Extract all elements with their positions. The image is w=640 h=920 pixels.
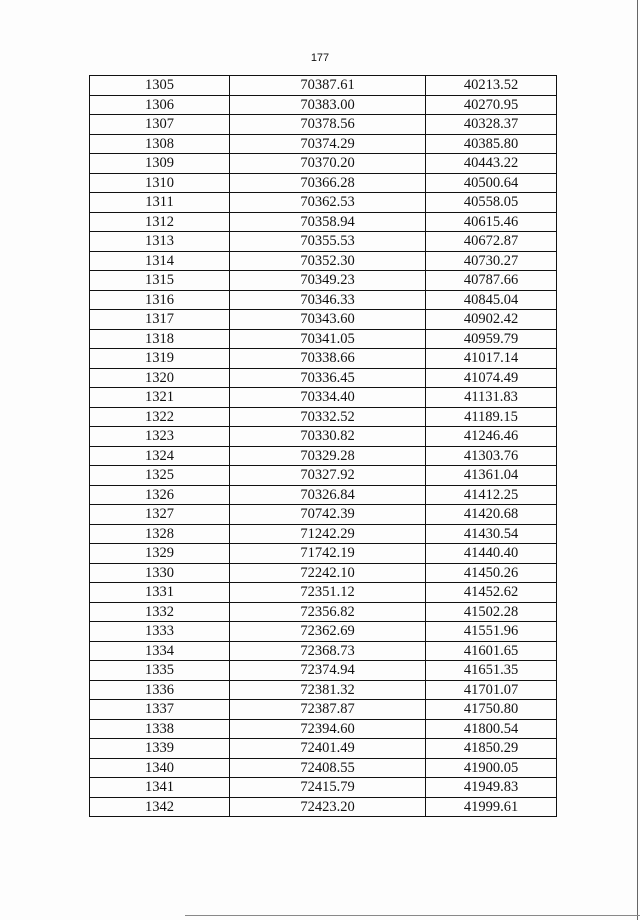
table-row (90, 173, 557, 193)
point-number-cell: 1341 (90, 778, 230, 798)
x-coordinate-cell: 70326.84 (230, 485, 426, 505)
point-number-cell: 1316 (90, 290, 230, 310)
table-row (90, 368, 557, 388)
y-coordinate-cell: 41303.76 (426, 446, 557, 466)
x-coordinate-cell: 70362.53 (230, 193, 426, 213)
table-row (90, 446, 557, 466)
table-row (90, 505, 557, 525)
point-number-cell: 1337 (90, 700, 230, 720)
table-row (90, 680, 557, 700)
point-number-cell: 1319 (90, 349, 230, 369)
x-coordinate-cell: 72368.73 (230, 641, 426, 661)
y-coordinate-cell: 41502.28 (426, 602, 557, 622)
x-coordinate-cell: 70334.40 (230, 388, 426, 408)
y-coordinate-cell: 41900.05 (426, 758, 557, 778)
table-row (90, 329, 557, 349)
x-coordinate-cell: 70327.92 (230, 466, 426, 486)
y-coordinate-cell: 40730.27 (426, 251, 557, 271)
table-row (90, 407, 557, 427)
table-row (90, 154, 557, 174)
table-row (90, 583, 557, 603)
y-coordinate-cell: 41850.29 (426, 739, 557, 759)
point-number-cell: 1307 (90, 115, 230, 135)
x-coordinate-cell: 70336.45 (230, 368, 426, 388)
y-coordinate-cell: 41420.68 (426, 505, 557, 525)
x-coordinate-cell: 72394.60 (230, 719, 426, 739)
x-coordinate-cell: 72351.12 (230, 583, 426, 603)
y-coordinate-cell: 40902.42 (426, 310, 557, 330)
table-row (90, 388, 557, 408)
point-number-cell: 1318 (90, 329, 230, 349)
coordinates-table (89, 75, 557, 817)
y-coordinate-cell: 41450.26 (426, 563, 557, 583)
point-number-cell: 1314 (90, 251, 230, 271)
table-row (90, 700, 557, 720)
y-coordinate-cell: 41800.54 (426, 719, 557, 739)
x-coordinate-cell: 70338.66 (230, 349, 426, 369)
y-coordinate-cell: 41750.80 (426, 700, 557, 720)
y-coordinate-cell: 41412.25 (426, 485, 557, 505)
table-row (90, 290, 557, 310)
x-coordinate-cell: 72242.10 (230, 563, 426, 583)
y-coordinate-cell: 40443.22 (426, 154, 557, 174)
coordinates-table-body (90, 76, 557, 817)
y-coordinate-cell: 41999.61 (426, 797, 557, 817)
table-row (90, 544, 557, 564)
point-number-cell: 1305 (90, 76, 230, 96)
y-coordinate-cell: 41361.04 (426, 466, 557, 486)
point-number-cell: 1332 (90, 602, 230, 622)
point-number-cell: 1335 (90, 661, 230, 681)
y-coordinate-cell: 41551.96 (426, 622, 557, 642)
table-row (90, 661, 557, 681)
point-number-cell: 1336 (90, 680, 230, 700)
y-coordinate-cell: 41430.54 (426, 524, 557, 544)
x-coordinate-cell: 72408.55 (230, 758, 426, 778)
point-number-cell: 1331 (90, 583, 230, 603)
x-coordinate-cell: 72362.69 (230, 622, 426, 642)
table-row (90, 563, 557, 583)
x-coordinate-cell: 72356.82 (230, 602, 426, 622)
point-number-cell: 1323 (90, 427, 230, 447)
x-coordinate-cell: 70330.82 (230, 427, 426, 447)
point-number-cell: 1327 (90, 505, 230, 525)
table-row (90, 485, 557, 505)
point-number-cell: 1321 (90, 388, 230, 408)
y-coordinate-cell: 41017.14 (426, 349, 557, 369)
table-row (90, 232, 557, 252)
table-row (90, 76, 557, 96)
x-coordinate-cell: 72387.87 (230, 700, 426, 720)
point-number-cell: 1340 (90, 758, 230, 778)
x-coordinate-cell: 72374.94 (230, 661, 426, 681)
table-row (90, 193, 557, 213)
y-coordinate-cell: 41131.83 (426, 388, 557, 408)
x-coordinate-cell: 70742.39 (230, 505, 426, 525)
x-coordinate-cell: 71742.19 (230, 544, 426, 564)
point-number-cell: 1309 (90, 154, 230, 174)
x-coordinate-cell: 72401.49 (230, 739, 426, 759)
point-number-cell: 1328 (90, 524, 230, 544)
point-number-cell: 1311 (90, 193, 230, 213)
y-coordinate-cell: 40328.37 (426, 115, 557, 135)
point-number-cell: 1312 (90, 212, 230, 232)
point-number-cell: 1315 (90, 271, 230, 291)
point-number-cell: 1342 (90, 797, 230, 817)
table-row (90, 797, 557, 817)
x-coordinate-cell: 70349.23 (230, 271, 426, 291)
y-coordinate-cell: 40500.64 (426, 173, 557, 193)
x-coordinate-cell: 72381.32 (230, 680, 426, 700)
y-coordinate-cell: 40270.95 (426, 95, 557, 115)
x-coordinate-cell: 72423.20 (230, 797, 426, 817)
x-coordinate-cell: 70332.52 (230, 407, 426, 427)
x-coordinate-cell: 70387.61 (230, 76, 426, 96)
x-coordinate-cell: 70370.20 (230, 154, 426, 174)
table-row (90, 251, 557, 271)
point-number-cell: 1334 (90, 641, 230, 661)
y-coordinate-cell: 41452.62 (426, 583, 557, 603)
y-coordinate-cell: 40615.46 (426, 212, 557, 232)
page-edge-line (637, 0, 638, 920)
table-row (90, 739, 557, 759)
table-row (90, 758, 557, 778)
x-coordinate-cell: 70366.28 (230, 173, 426, 193)
table-row (90, 95, 557, 115)
table-row (90, 349, 557, 369)
table-row (90, 719, 557, 739)
table-row (90, 134, 557, 154)
point-number-cell: 1326 (90, 485, 230, 505)
y-coordinate-cell: 41440.40 (426, 544, 557, 564)
table-row (90, 310, 557, 330)
y-coordinate-cell: 40672.87 (426, 232, 557, 252)
table-row (90, 641, 557, 661)
y-coordinate-cell: 40558.05 (426, 193, 557, 213)
point-number-cell: 1325 (90, 466, 230, 486)
y-coordinate-cell: 41701.07 (426, 680, 557, 700)
point-number-cell: 1329 (90, 544, 230, 564)
table-row (90, 524, 557, 544)
point-number-cell: 1338 (90, 719, 230, 739)
page-number: 177 (310, 52, 330, 64)
y-coordinate-cell: 41074.49 (426, 368, 557, 388)
point-number-cell: 1313 (90, 232, 230, 252)
x-coordinate-cell: 70383.00 (230, 95, 426, 115)
x-coordinate-cell: 70355.53 (230, 232, 426, 252)
x-coordinate-cell: 72415.79 (230, 778, 426, 798)
point-number-cell: 1320 (90, 368, 230, 388)
y-coordinate-cell: 40385.80 (426, 134, 557, 154)
x-coordinate-cell: 70329.28 (230, 446, 426, 466)
table-row (90, 271, 557, 291)
x-coordinate-cell: 70341.05 (230, 329, 426, 349)
y-coordinate-cell: 41651.35 (426, 661, 557, 681)
point-number-cell: 1330 (90, 563, 230, 583)
point-number-cell: 1333 (90, 622, 230, 642)
x-coordinate-cell: 70346.33 (230, 290, 426, 310)
y-coordinate-cell: 41246.46 (426, 427, 557, 447)
y-coordinate-cell: 40787.66 (426, 271, 557, 291)
y-coordinate-cell: 40213.52 (426, 76, 557, 96)
x-coordinate-cell: 71242.29 (230, 524, 426, 544)
point-number-cell: 1322 (90, 407, 230, 427)
page-edge-line (185, 915, 640, 916)
point-number-cell: 1308 (90, 134, 230, 154)
y-coordinate-cell: 40845.04 (426, 290, 557, 310)
x-coordinate-cell: 70374.29 (230, 134, 426, 154)
x-coordinate-cell: 70352.30 (230, 251, 426, 271)
y-coordinate-cell: 40959.79 (426, 329, 557, 349)
table-row (90, 212, 557, 232)
y-coordinate-cell: 41189.15 (426, 407, 557, 427)
point-number-cell: 1317 (90, 310, 230, 330)
y-coordinate-cell: 41601.65 (426, 641, 557, 661)
y-coordinate-cell: 41949.83 (426, 778, 557, 798)
point-number-cell: 1310 (90, 173, 230, 193)
point-number-cell: 1324 (90, 446, 230, 466)
table-row (90, 115, 557, 135)
table-row (90, 778, 557, 798)
table-row (90, 466, 557, 486)
x-coordinate-cell: 70343.60 (230, 310, 426, 330)
point-number-cell: 1306 (90, 95, 230, 115)
point-number-cell: 1339 (90, 739, 230, 759)
table-row (90, 427, 557, 447)
x-coordinate-cell: 70378.56 (230, 115, 426, 135)
table-row (90, 602, 557, 622)
x-coordinate-cell: 70358.94 (230, 212, 426, 232)
table-row (90, 622, 557, 642)
